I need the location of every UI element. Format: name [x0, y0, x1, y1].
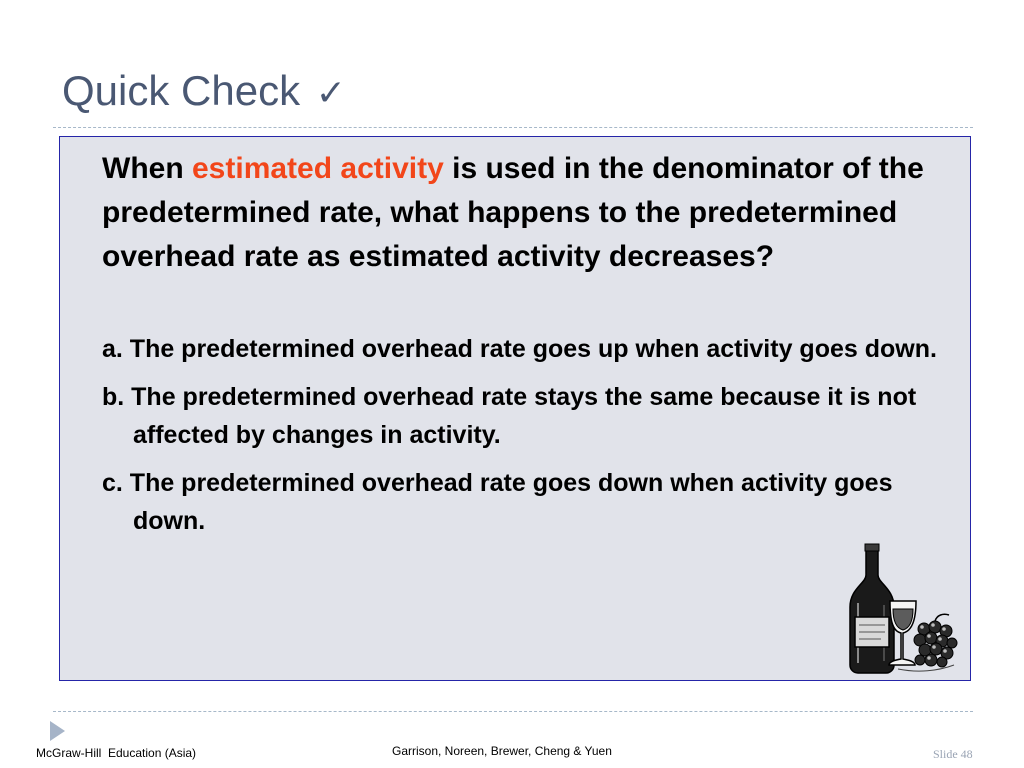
footer-divider	[53, 711, 973, 712]
footer-authors: Garrison, Noreen, Brewer, Cheng & Yuen	[392, 744, 612, 758]
question-highlight: estimated activity	[192, 152, 444, 185]
question-box	[59, 136, 971, 681]
checkmark-icon: ✓	[315, 73, 346, 114]
question-prefix: When	[102, 152, 192, 185]
nav-arrow-icon[interactable]	[50, 721, 65, 741]
answer-options	[102, 330, 952, 550]
answer-option-a[interactable]: a. The predetermined overhead rate goes up when activity goes down.	[102, 335, 937, 363]
question-text	[102, 147, 952, 279]
wine-bottle-glass-grapes-icon	[836, 543, 958, 675]
footer-publisher: McGraw-Hill Education (Asia)	[36, 746, 197, 760]
answer-option-c[interactable]: c. The predetermined overhead rate goes down when activity goes down.	[102, 469, 893, 535]
slide-title-text: Quick Check	[62, 67, 301, 114]
answer-option-b[interactable]: b. The predetermined overhead rate stays the same because it is not affected by changes in activity.	[102, 383, 917, 449]
slide-number: Slide 48	[933, 747, 973, 761]
slide-title	[62, 68, 346, 114]
title-divider	[53, 127, 973, 128]
question-suffix: is used in the denominator of the predetermined rate, what happens to the predetermined overhead rate as estimated activity decreases?	[102, 152, 924, 273]
